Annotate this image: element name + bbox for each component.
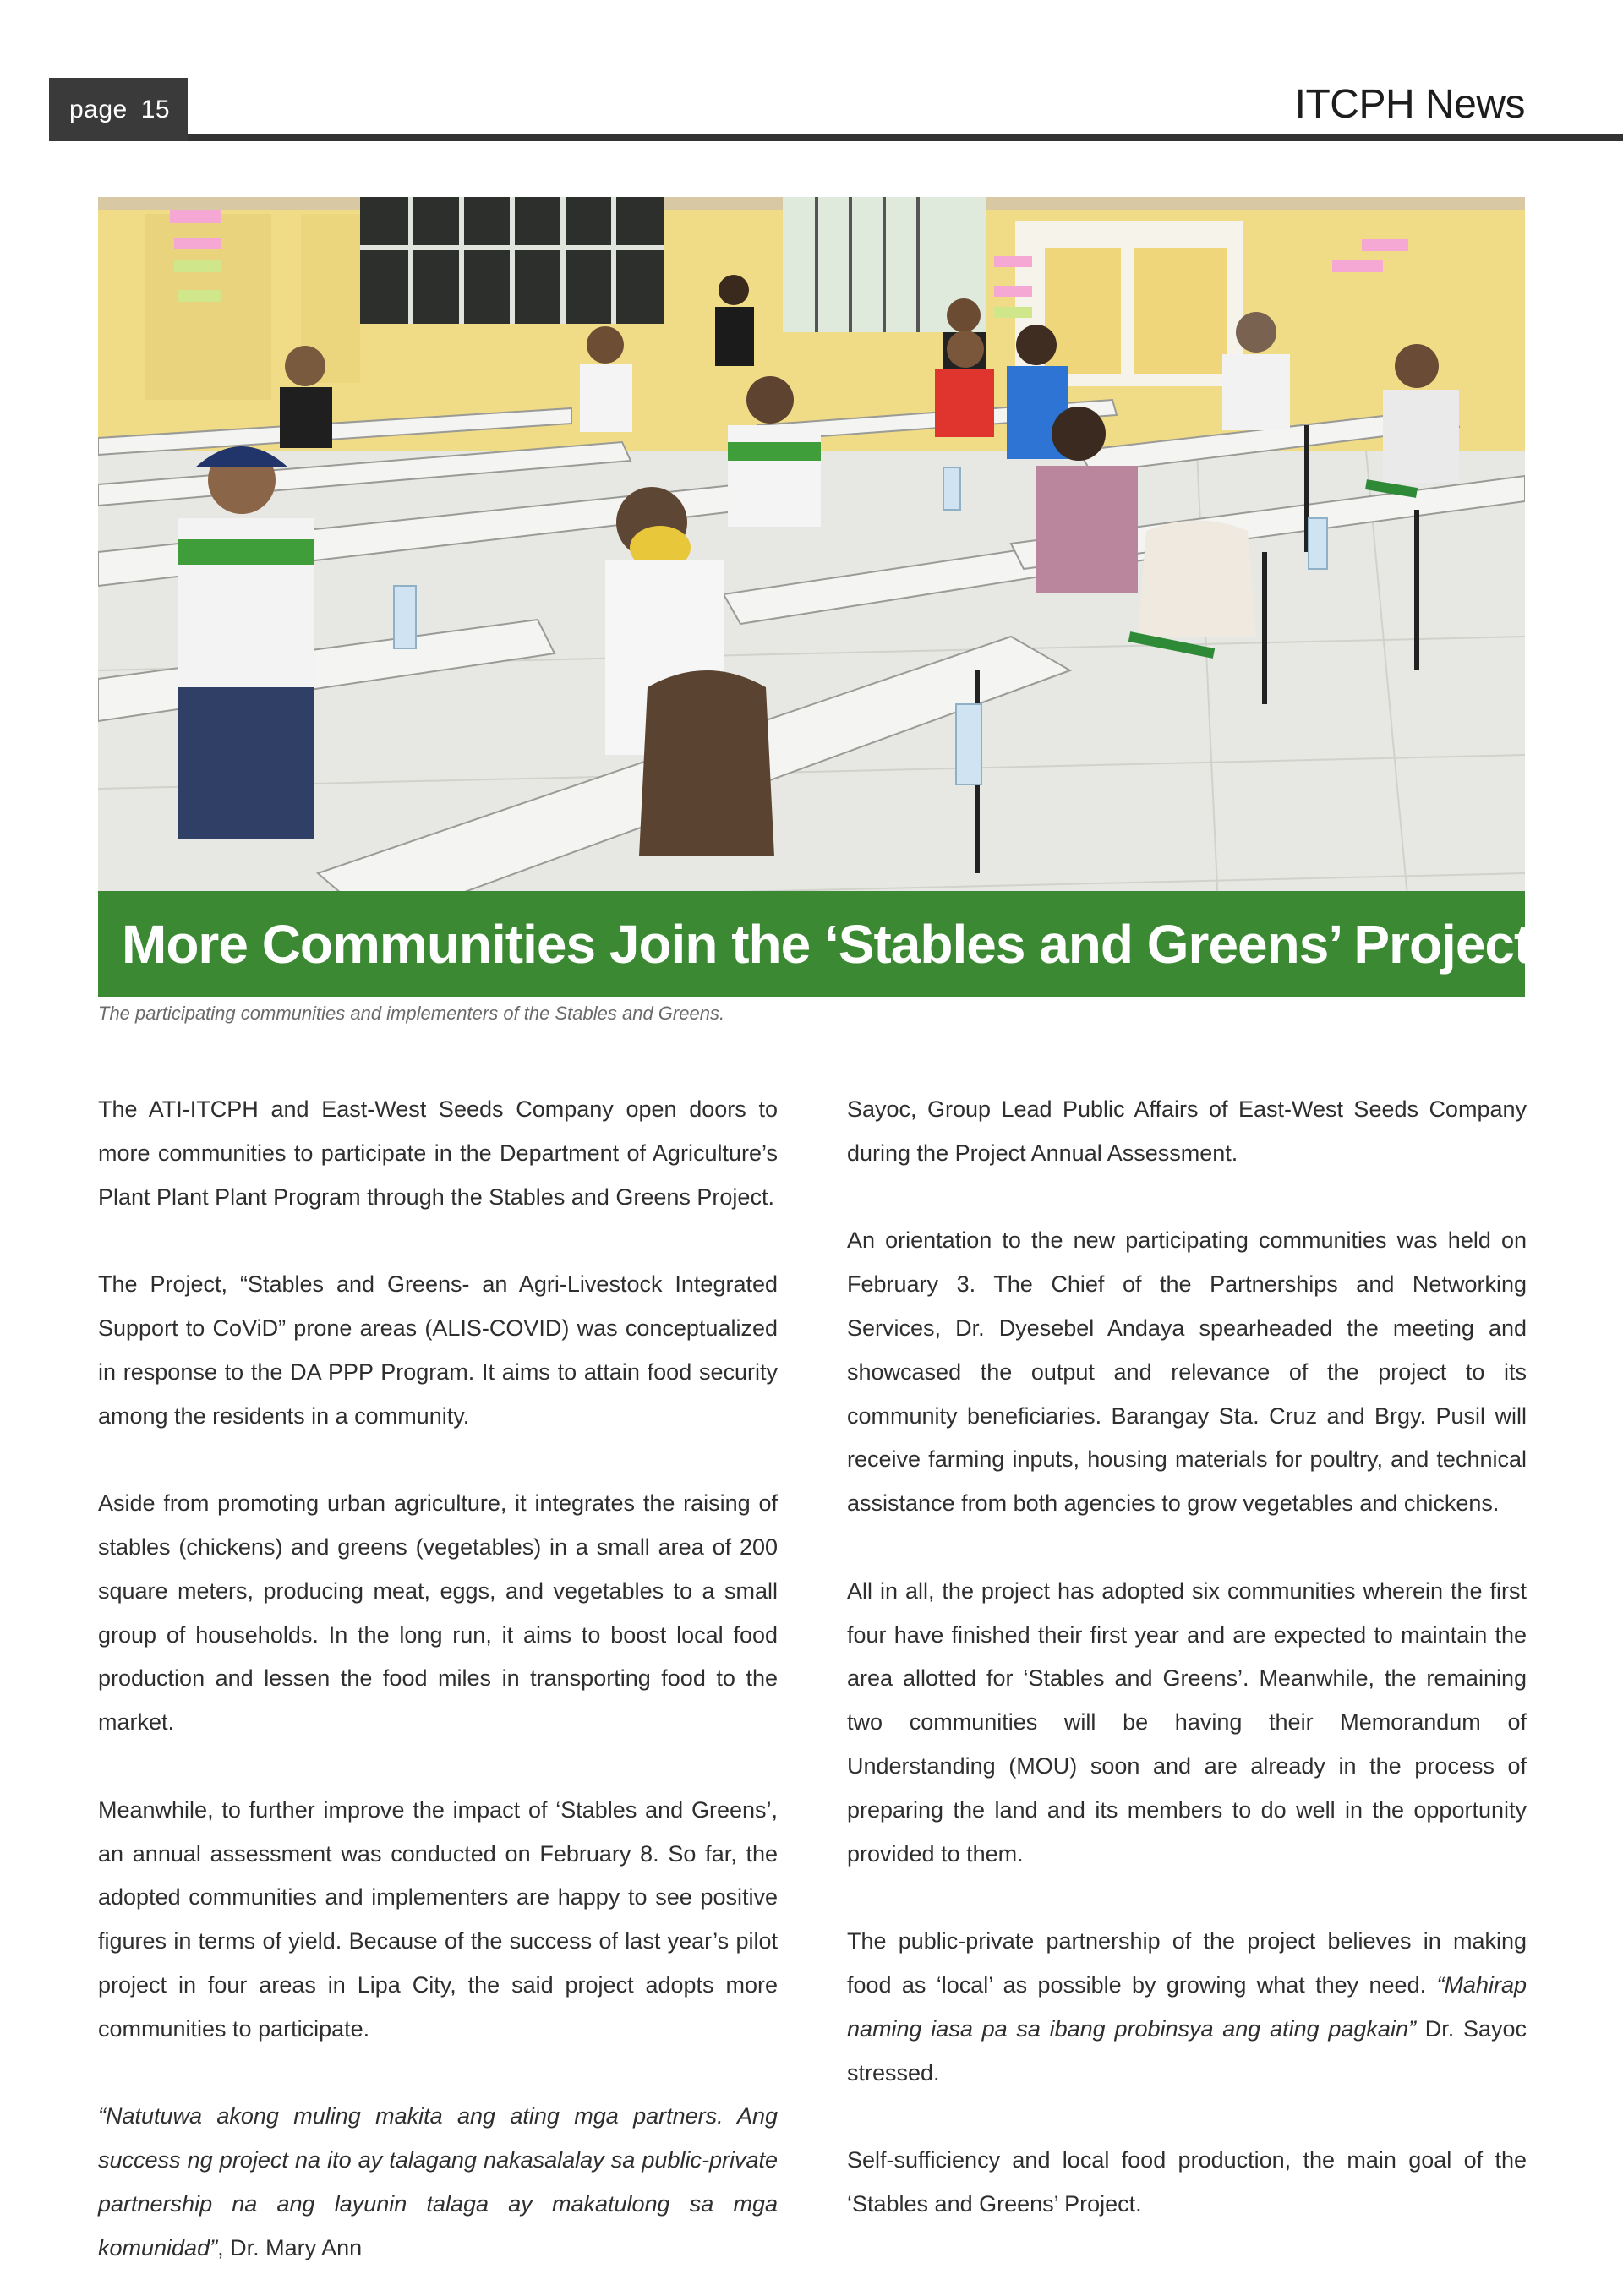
paragraph: All in all, the project has adopted six communities wherein the first four have finished their first year and are expected to maintain the area allotted for ‘Stables and Greens’. Meanwhile, the remaining two communities will be having their Memorandum of Understanding (MOU) soon and are already in the process of preparing the land and its members to do well in the opportunity provided to them. xyxy=(847,1577,1527,1867)
classroom-photo-illustration xyxy=(98,197,1525,997)
quote-paragraph xyxy=(98,2095,778,2270)
paragraph: Self-sufficiency and local food production, the main goal of the ‘Stables and Greens’ Project. xyxy=(847,2147,1527,2217)
paragraph: Meanwhile, to further improve the impact of ‘Stables and Greens’, an annual assessment was conducted on February 8. So far, the adopted communities and implementers are happy to see positive figures in terms of yield. Because of the success of last year’s pilot project in four areas in Lipa City, the said project adopts more communities to participate. xyxy=(98,1796,778,2042)
quote-text: “Mahirap naming iasa pa sa ibang probinsya ang ating pagkain” xyxy=(847,1971,1527,2042)
header-rule xyxy=(49,134,1623,141)
quote-attribution: , Dr. Mary Ann xyxy=(217,2234,363,2260)
publication-name: ITCPH News xyxy=(1294,82,1525,127)
page-label: page xyxy=(69,95,128,123)
quote-paragraph xyxy=(847,1920,1527,2095)
quote-attribution: Dr. Sayoc stressed. xyxy=(847,2015,1527,2086)
paragraph: Aside from promoting urban agriculture, it integrates the raising of stables (chickens) and greens (vegetables) in a small area of 200 square meters, producing meat, eggs, and vegetables to a small group of households. In the long run, it aims to boost local food production and lessen the food miles in transporting food to the market. xyxy=(98,1490,778,1736)
page-number: 15 xyxy=(140,95,171,123)
hero-photo xyxy=(98,197,1525,997)
paragraph: An orientation to the new participating communities was held on February 3. The Chief of the Partnerships and Networking Services, Dr. Dyesebel Andaya spearheaded the meeting and showcased the output and relevance of the project to its community beneficiaries. Barangay Sta. Cruz and Brgy. Pusil will receive farming inputs, housing materials for poultry, and technical assistance from both agencies to grow vegetables and chickens. xyxy=(847,1227,1527,1517)
paragraph: Sayoc, Group Lead Public Affairs of East-West Seeds Company during the Project Annual Assessment. xyxy=(847,1096,1527,1166)
article-title: More Communities Join the ‘Stables and Greens’ Project xyxy=(122,913,1532,975)
article-column-right xyxy=(847,1088,1527,2227)
page-number-tab xyxy=(49,78,188,141)
article-column-left xyxy=(98,1088,778,2271)
photo-caption: The participating communities and implementers of the Stables and Greens. xyxy=(98,1003,725,1024)
quote-text: “Natutuwa akong muling makita ang ating mga partners. Ang success ng project na ito ay talagang nakasalalay sa public-private partnership na ang layunin talaga ay makatulong sa mga komunidad” xyxy=(98,2103,778,2260)
paragraph: The Project, “Stables and Greens- an Agri-Livestock Integrated Support to CoViD” prone areas (ALIS-COVID) was conceptualized in response to the DA PPP Program. It aims to attain food security among the residents in a community. xyxy=(98,1271,778,1429)
paragraph-lead: The public-private partnership of the project believes in making food as ‘local’ as possible by growing what they need. xyxy=(847,1928,1527,1998)
article-title-band xyxy=(98,891,1532,997)
paragraph: The ATI-ITCPH and East-West Seeds Company open doors to more communities to participate in the Department of Agriculture’s Plant Plant Plant Program through the Stables and Greens Project. xyxy=(98,1096,778,1210)
